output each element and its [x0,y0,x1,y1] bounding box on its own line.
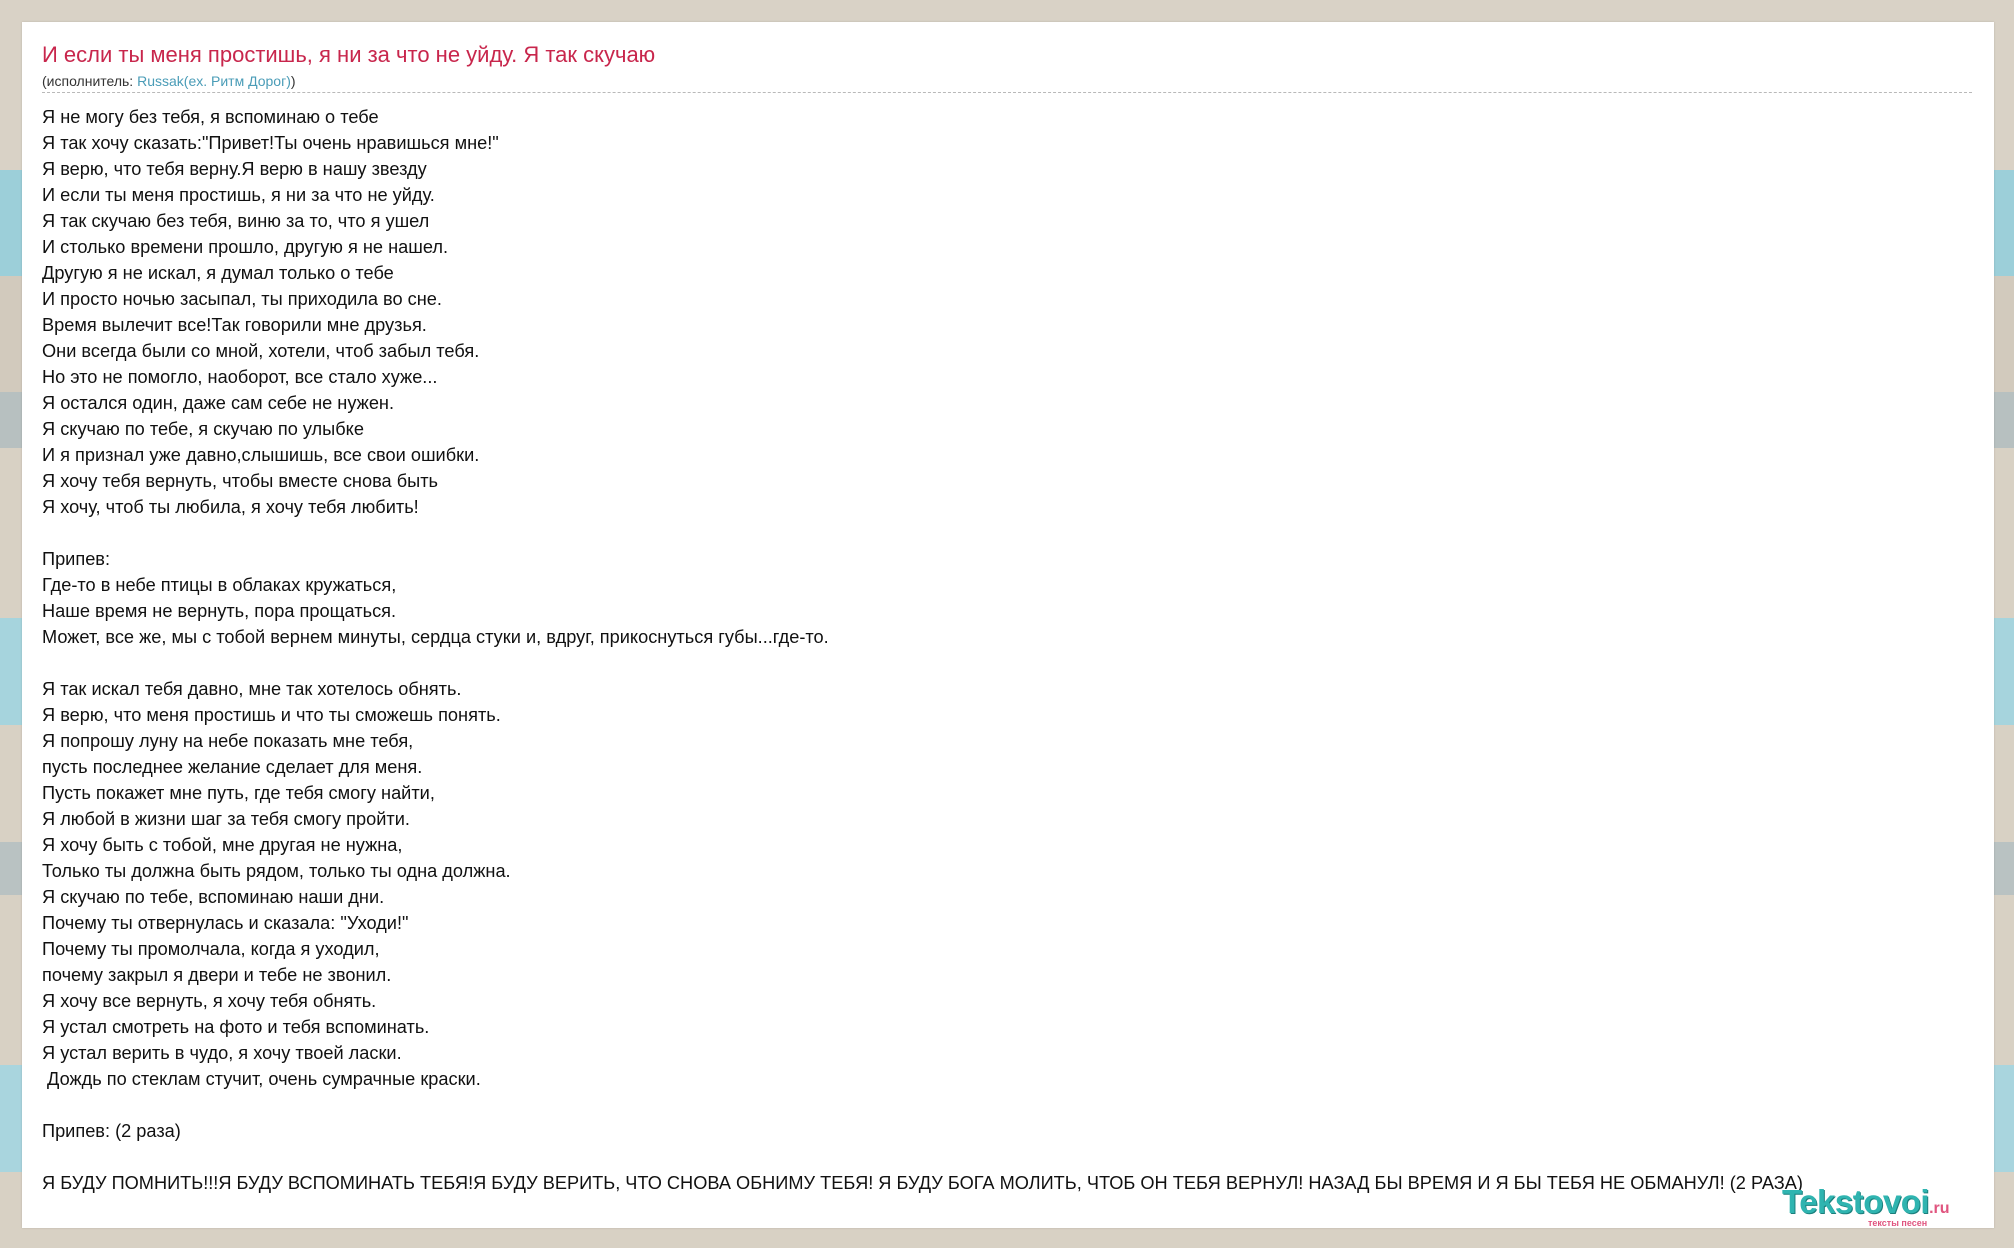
lyrics-line: Я устал смотреть на фото и тебя вспоминать. [42,1017,430,1037]
lyrics-line: Припев: (2 раза) [42,1121,181,1141]
lyrics-line: Я верю, что тебя верну.Я верю в нашу звезду [42,159,427,179]
lyrics-line: Я попрошу луну на небе показать мне тебя, [42,731,414,751]
artist-suffix: ) [290,73,296,89]
lyrics-line: Я скучаю по тебе, я скучаю по улыбке [42,419,364,439]
lyrics-line: Пусть покажет мне путь, где тебя смогу найти, [42,783,435,803]
lyrics-line: Но это не помогло, наоборот, все стало хуже... [42,367,438,387]
lyrics-line: И я признал уже давно,слышишь, все свои ошибки. [42,445,480,465]
lyrics-line: Наше время не вернуть, пора прощаться. [42,601,397,621]
lyrics-line: Дождь по стеклам стучит, очень сумрачные краски. [42,1069,481,1089]
lyrics-line: Я БУДУ ПОМНИТЬ!!!Я БУДУ ВСПОМИНАТЬ ТЕБЯ!Я БУДУ ВЕРИТЬ, ЧТО СНОВА ОБНИМУ ТЕБЯ! Я БУДУ БОГА МОЛИТЬ, ЧТОБ ОН ТЕБЯ ВЕРНУЛ! НАЗАД БЫ ВРЕМЯ И Я БЫ ТЕБЯ НЕ ОБМАНУЛ! (2 РАЗА) [42,1173,1803,1193]
lyrics-line: И просто ночью засыпал, ты приходила во сне. [42,289,442,309]
lyrics-line: Они всегда были со мной, хотели, чтоб забыл тебя. [42,341,480,361]
artist-prefix: (исполнитель: [42,73,138,89]
lyrics-line: Я устал верить в чудо, я хочу твоей ласки. [42,1043,402,1063]
site-logo[interactable] [1782,1183,1950,1221]
lyrics-line: Где-то в небе птицы в облаках кружаться, [42,575,397,595]
song-title: И если ты меня простишь, я ни за что не уйду. Я так скучаю [42,42,656,67]
lyrics-line: Я так искал тебя давно, мне так хотелось обнять. [42,679,462,699]
lyrics-line: пусть последнее желание сделает для меня. [42,757,423,777]
lyrics-line: Только ты должна быть рядом, только ты одна должна. [42,861,511,881]
lyrics-line: Я верю, что меня простишь и что ты сможешь понять. [42,705,501,725]
lyrics-line: Я хочу быть с тобой, мне другая не нужна, [42,835,403,855]
lyrics-line: Я хочу тебя вернуть, чтобы вместе снова быть [42,471,439,491]
content-card [22,22,1994,1228]
logo-text: Tekstovoi [1782,1183,1930,1220]
logo-domain: .ru [1929,1200,1950,1217]
lyrics-line: Другую я не искал, я думал только о тебе [42,263,394,283]
lyrics-line: Почему ты промолчала, когда я уходил, [42,939,380,959]
lyrics-line: Я любой в жизни шаг за тебя смогу пройти. [42,809,410,829]
lyrics-line: Почему ты отвернулась и сказала: "Уходи!" [42,913,409,933]
lyrics-line: Я не могу без тебя, я вспоминаю о тебе [42,107,379,127]
lyrics-line: Я хочу все вернуть, я хочу тебя обнять. [42,991,377,1011]
artist-line [42,73,296,89]
logo-tagline: тексты песен [1868,1218,1928,1228]
artist-link[interactable]: Russak(ex. Ритм Дорог) [137,73,291,89]
lyrics-text [42,104,1992,1196]
lyrics-line: Я хочу, чтоб ты любила, я хочу тебя любить! [42,497,419,517]
title-divider [42,92,1972,93]
lyrics-line: Время вылечит все!Так говорили мне друзья. [42,315,427,335]
lyrics-line: почему закрыл я двери и тебе не звонил. [42,965,392,985]
lyrics-line: Я так скучаю без тебя, виню за то, что я ушел [42,211,430,231]
lyrics-line: Я скучаю по тебе, вспоминаю наши дни. [42,887,385,907]
lyrics-line: Я так хочу сказать:"Привет!Ты очень нравишься мне!" [42,133,499,153]
lyrics-line: Может, все же, мы с тобой вернем минуты, сердца стуки и, вдруг, прикоснуться губы...где-то. [42,627,829,647]
lyrics-line: И столько времени прошло, другую я не нашел. [42,237,449,257]
lyrics-line: И если ты меня простишь, я ни за что не уйду. [42,185,435,205]
lyrics-line: Я остался один, даже сам себе не нужен. [42,393,395,413]
lyrics-line: Припев: [42,549,111,569]
